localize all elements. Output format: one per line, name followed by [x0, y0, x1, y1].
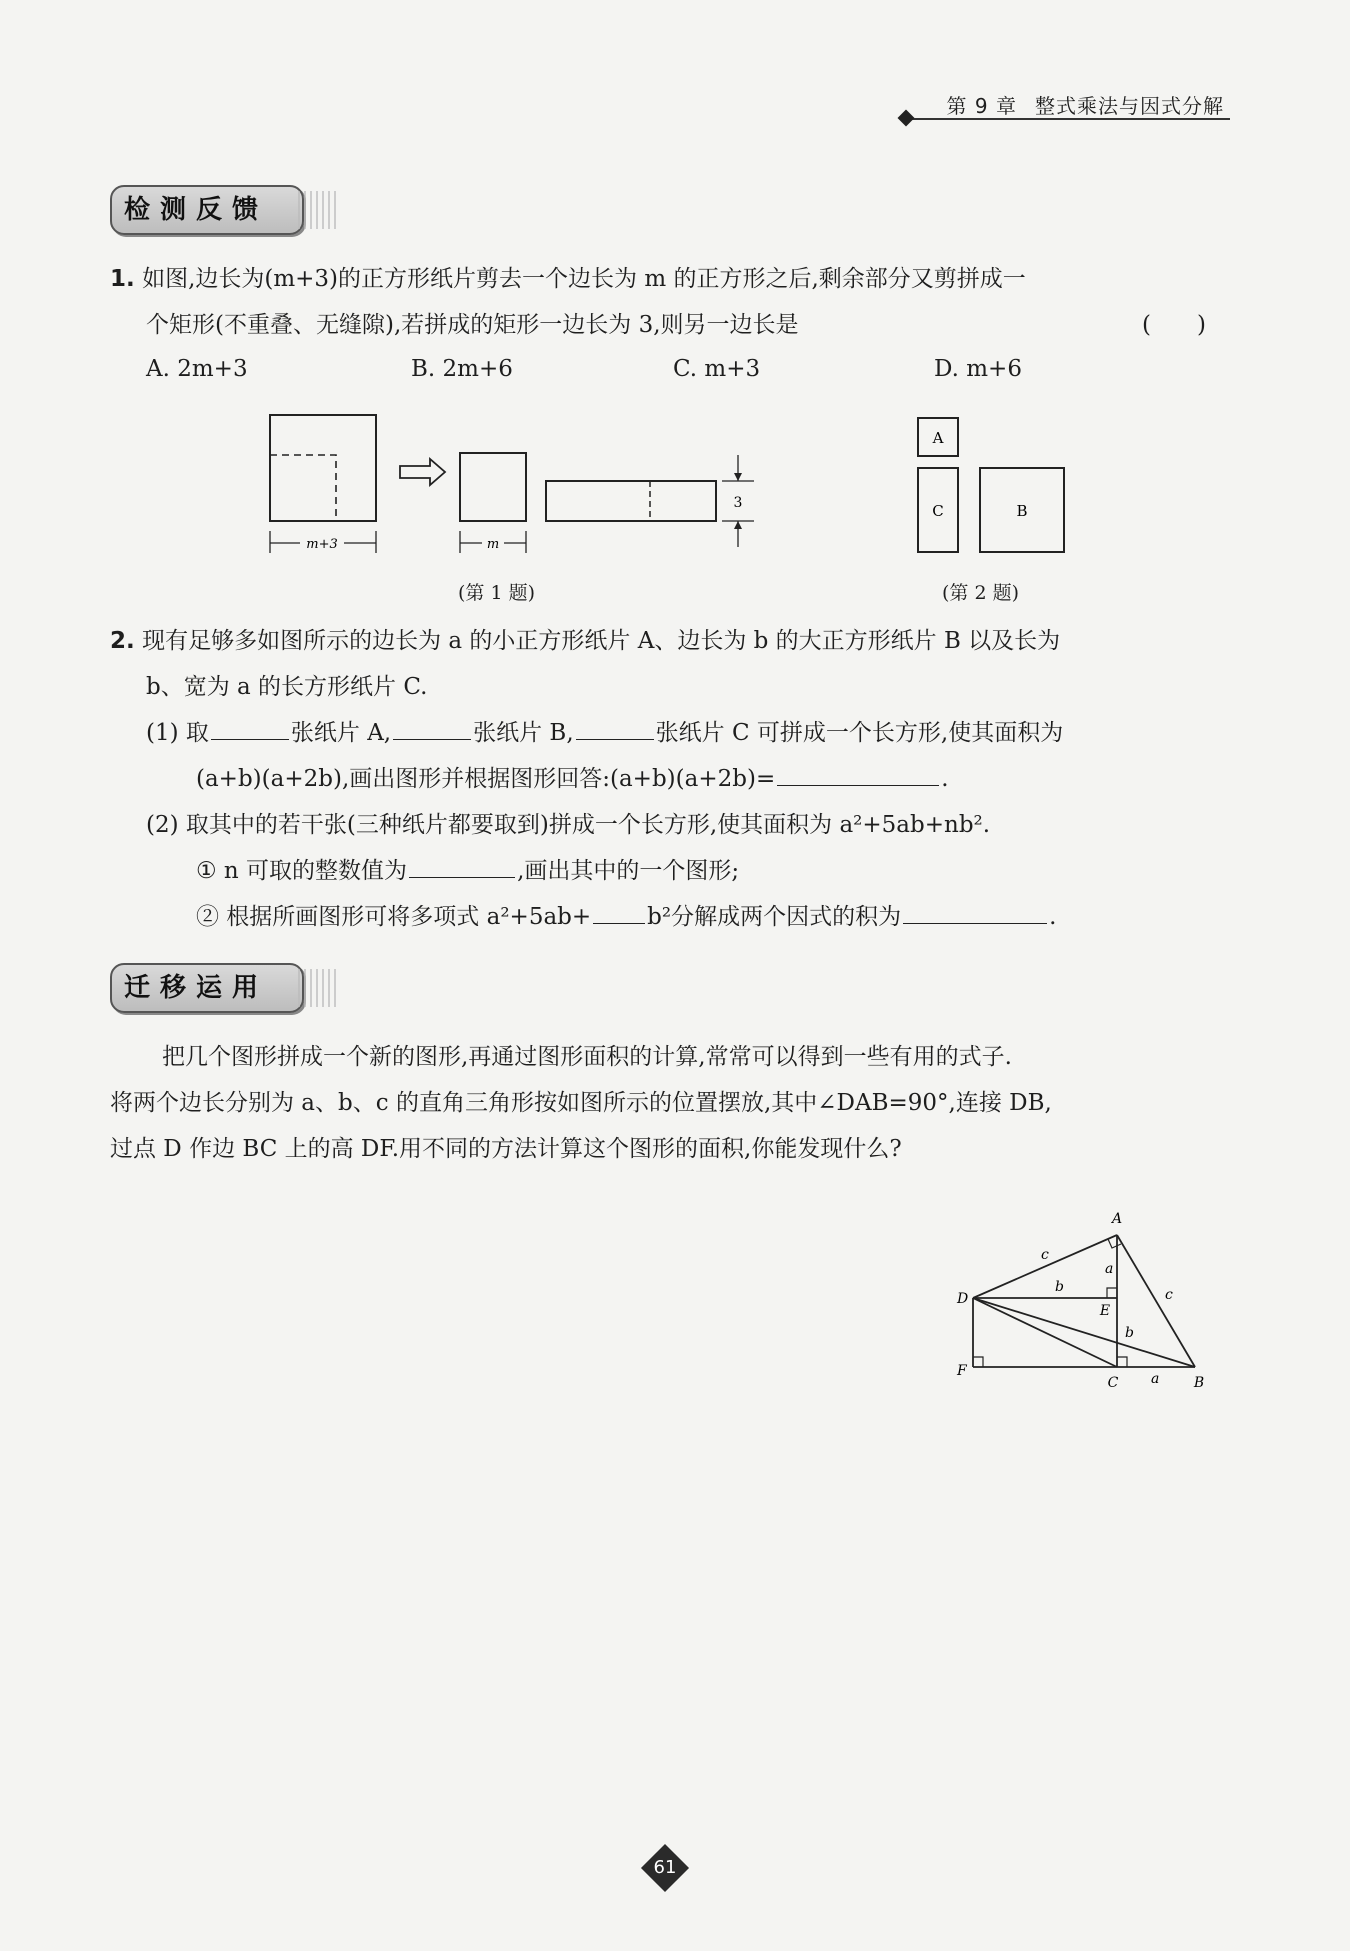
label-a-1: a: [1105, 1261, 1114, 1277]
point-d: D: [957, 1291, 969, 1307]
blank-expansion[interactable]: [777, 759, 939, 786]
tile-c-label: C: [932, 502, 944, 520]
figure-1-caption: (第 1 题): [458, 582, 535, 604]
section-title: 检测反馈: [110, 185, 304, 235]
label-c-2: c: [1165, 1287, 1173, 1303]
chapter-header: [900, 90, 1230, 130]
q1-line2: 个矩形(不重叠、无缝隙),若拼成的矩形一边长为 3,则另一边长是: [146, 312, 799, 338]
q2-p2-1-text-b: ,画出其中的一个图形;: [517, 858, 740, 884]
chapter-number: 第 9 章: [946, 94, 1017, 118]
blank-count-b[interactable]: [393, 713, 471, 740]
q2-p1-text-a: (1) 取: [146, 720, 209, 746]
q2-part2: (2) 取其中的若干张(三种纸片都要取到)拼成一个长方形,使其面积为 a²+5ab+nb².: [146, 812, 991, 838]
segment-dc: [973, 1298, 1117, 1367]
q3-line3: 过点 D 作边 BC 上的高 DF.用不同的方法计算这个图形的面积,你能发现什么?: [110, 1136, 902, 1162]
small-square: [460, 453, 526, 521]
q2-p2-2-text-c: .: [1049, 904, 1057, 930]
diamond-bullet-icon: [898, 110, 915, 127]
page-number: 61: [653, 1857, 677, 1878]
q2-p1-text-f: .: [941, 766, 949, 792]
label-b-1: b: [1055, 1279, 1064, 1295]
dim-label-m3: m+3: [306, 537, 338, 552]
q2-line1: [110, 618, 1060, 664]
figure-2: [910, 410, 1080, 560]
blank-coefficient[interactable]: [593, 897, 645, 924]
dim-label-3: 3: [733, 495, 743, 511]
blank-count-c[interactable]: [576, 713, 654, 740]
point-e: E: [1099, 1303, 1111, 1319]
q1-answer-paren: ( ): [1142, 312, 1206, 338]
label-c-1: c: [1041, 1247, 1049, 1263]
big-square: [270, 415, 376, 521]
q2-part1-line1: [146, 710, 1063, 756]
dim-label-m: m: [486, 537, 500, 552]
q2-p2-2-text-a: ② 根据所画图形可将多项式 a²+5ab+: [196, 904, 592, 930]
header-rule: [912, 118, 1230, 120]
option-b: B. 2m+6: [411, 356, 513, 382]
blank-count-a[interactable]: [211, 713, 289, 740]
option-d: D. m+6: [934, 356, 1022, 382]
q2-p2-1-text-a: ① n 可取的整数值为: [196, 858, 408, 884]
q2-text-1: 现有足够多如图所示的边长为 a 的小正方形纸片 A、边长为 b 的大正方形纸片 B 以及长为: [142, 628, 1061, 654]
q2-part2-sub1: [196, 848, 739, 894]
section-tab-transfer: [110, 963, 330, 1013]
segment-db: [973, 1298, 1195, 1367]
tile-a-label: A: [932, 429, 944, 447]
point-c: C: [1107, 1375, 1119, 1391]
q3-line1: 把几个图形拼成一个新的图形,再通过图形面积的计算,常常可以得到一些有用的式子.: [162, 1044, 1012, 1070]
q2-p1-text-b: 张纸片 A,: [290, 720, 392, 746]
blank-n-values[interactable]: [409, 851, 515, 878]
point-f: F: [957, 1363, 967, 1379]
point-b: B: [1193, 1375, 1205, 1391]
q1-number: 1.: [110, 266, 135, 292]
point-a: A: [1111, 1211, 1123, 1227]
q2-part2-sub2: [196, 894, 1056, 940]
blank-factorization[interactable]: [903, 897, 1047, 924]
figure-1: [260, 405, 780, 565]
segment-da: [973, 1235, 1117, 1298]
q1-line1: [110, 256, 1026, 302]
q1-options: [146, 346, 1246, 392]
section-title: 迁移运用: [110, 963, 304, 1013]
arrow-right-icon: [400, 459, 445, 485]
q2-p1-text-c: 张纸片 B,: [473, 720, 574, 746]
figure-3: [945, 1195, 1215, 1395]
tab-stripes: [298, 969, 338, 1007]
q3-line2: 将两个边长分别为 a、b、c 的直角三角形按如图所示的位置摆放,其中∠DAB=90°,连接 DB,: [110, 1090, 1052, 1116]
tab-stripes: [298, 191, 338, 229]
q2-p1-text-e: (a+b)(a+2b),画出图形并根据图形回答:(a+b)(a+2b)=: [196, 766, 776, 792]
label-a-2: a: [1151, 1371, 1160, 1387]
q2-part1-line2: [196, 756, 949, 802]
tile-b-label: B: [1016, 502, 1028, 520]
page-number-badge: [642, 1845, 688, 1891]
option-c: C. m+3: [673, 356, 761, 382]
q2-p1-text-d: 张纸片 C 可拼成一个长方形,使其面积为: [655, 720, 1064, 746]
header-text: [947, 90, 1224, 119]
q2-line2: b、宽为 a 的长方形纸片 C.: [146, 674, 428, 700]
cut-line: [270, 455, 336, 521]
q1-text-1: 如图,边长为(m+3)的正方形纸片剪去一个边长为 m 的正方形之后,剩余部分又剪拼成一: [142, 266, 1026, 292]
chapter-title: 整式乘法与因式分解: [1035, 94, 1224, 118]
long-rectangle: [546, 481, 716, 521]
section-tab-feedback: [110, 185, 330, 235]
label-b-2: b: [1125, 1325, 1134, 1341]
q2-number: 2.: [110, 628, 135, 654]
option-a: A. 2m+3: [146, 356, 248, 382]
figure-2-caption: (第 2 题): [942, 582, 1019, 604]
q2-p2-2-text-b: b²分解成两个因式的积为: [647, 904, 902, 930]
